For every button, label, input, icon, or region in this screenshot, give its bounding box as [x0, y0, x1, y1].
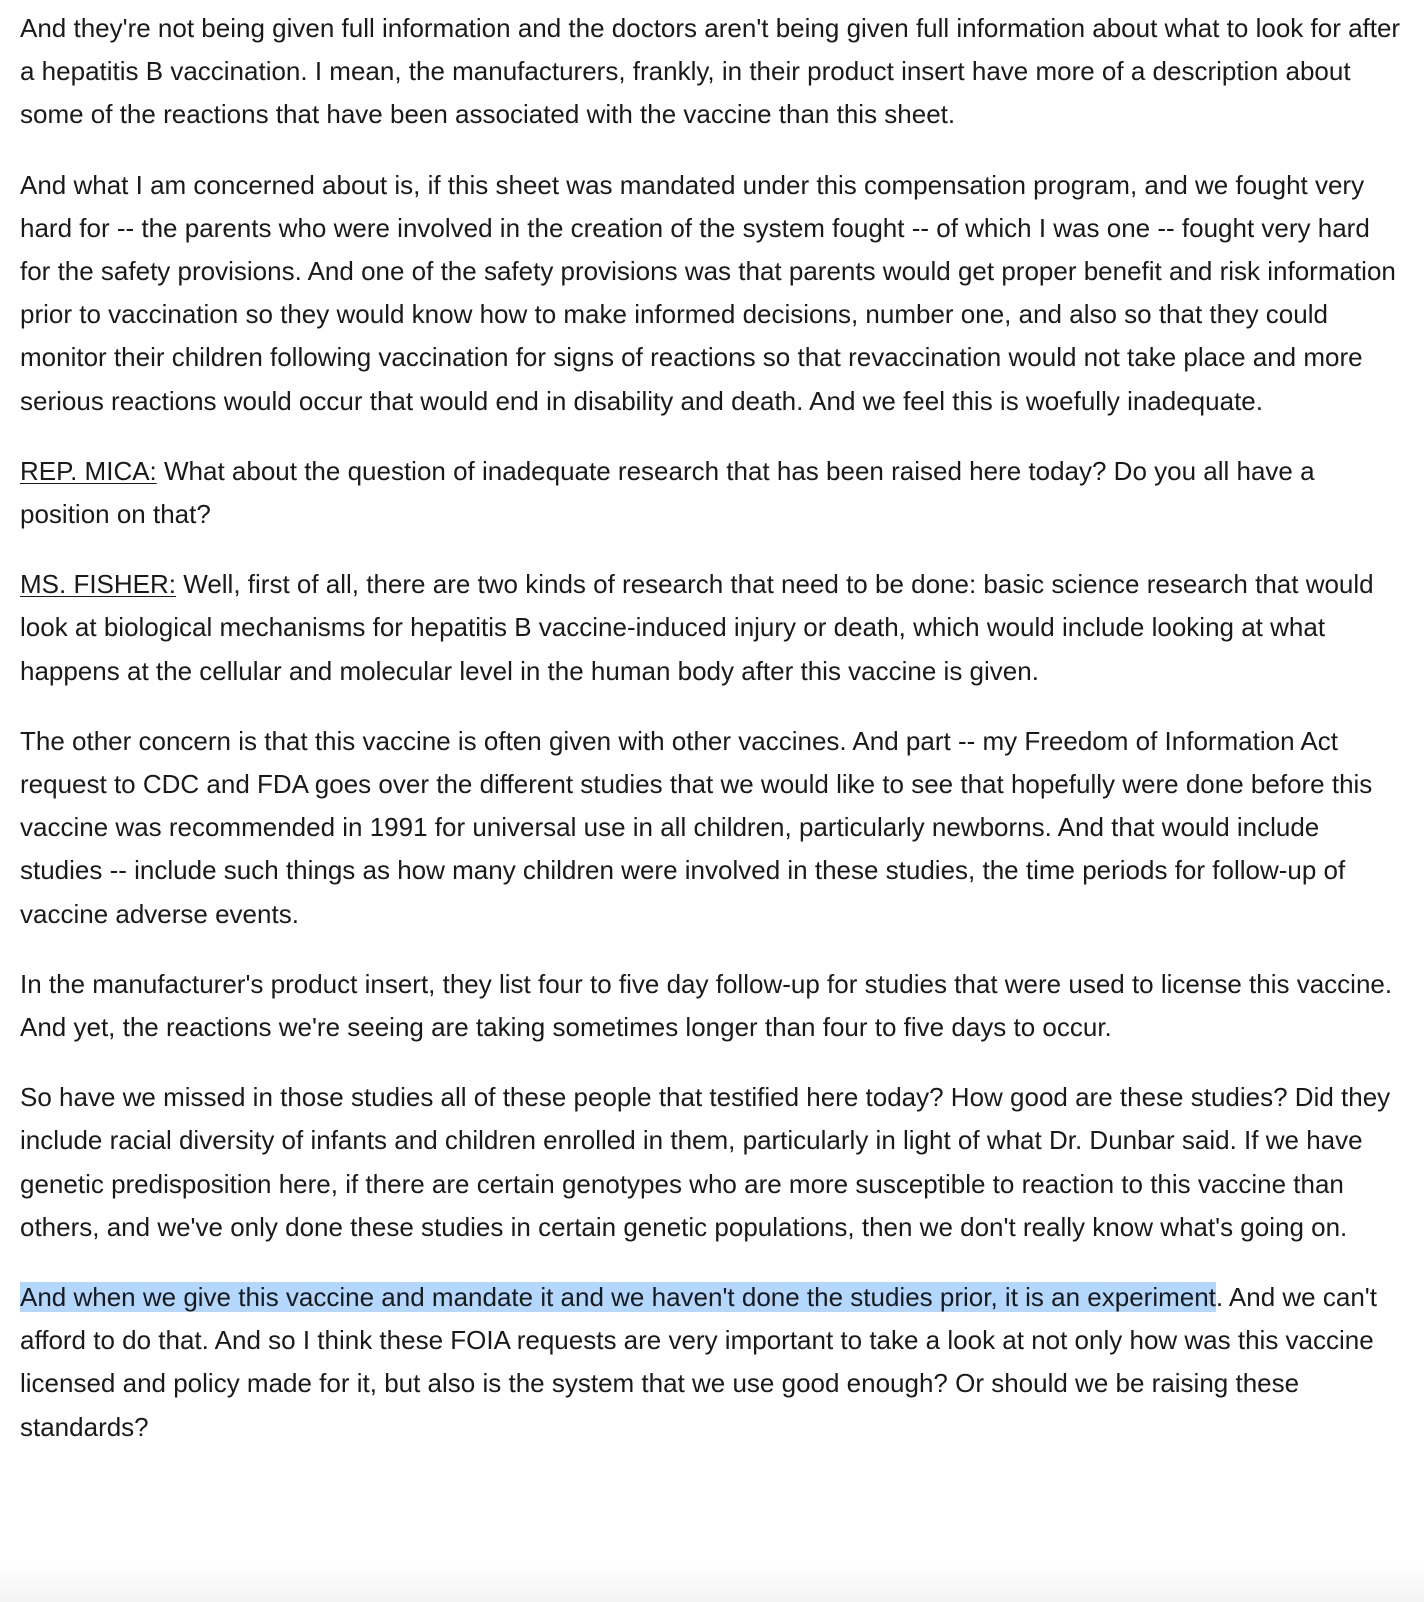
speaker-label-rep-mica: REP. MICA: — [20, 455, 157, 486]
paragraph-text: In the manufacturer's product insert, they list four to five day follow-up for studies that were used to license this vaccine. And yet, the reactions we're seeing are taking sometimes longer than four to five days to occur. — [20, 968, 1393, 1043]
paragraph-text: The other concern is that this vaccine is often given with other vaccines. And part -- my Freedom of Information Act request to CDC and FDA goes over the different studies that we would like to see that hopefully were done before this vaccine was recommended in 1991 for universal use in all children, particularly newborns. And that would include studies -- include such things as how many children were involved in these studies, the time periods for follow-up of vaccine adverse events. — [20, 725, 1373, 929]
paragraph-text: And what I am concerned about is, if this sheet was mandated under this compensation program, and we fought very hard for -- the parents who were involved in the creation of the system fought -- of which I was one -- fought very hard for the safety provisions. And one of the safety provisions was that parents would get proper benefit and risk information prior to vaccination so they would know how to make informed decisions, number one, and also so that they could monitor their children following vaccination for signs of reactions so that revaccination would not take place and more serious reactions would occur that would end in disability and death. And we feel this is woefully inadequate. — [20, 169, 1396, 416]
paragraph-rep-mica — [20, 450, 1404, 536]
paragraph-7 — [20, 1076, 1404, 1249]
transcript-document — [20, 7, 1404, 1476]
speaker-label-ms-fisher: MS. FISHER: — [20, 569, 177, 600]
selected-text-highlight[interactable]: And when we give this vaccine and mandate it and we haven't done the studies prior, it is an experiment — [20, 1282, 1216, 1313]
bottom-fade-overlay — [0, 1562, 1424, 1602]
paragraph-6 — [20, 963, 1404, 1049]
paragraph-1 — [20, 7, 1404, 137]
paragraph-text: . And we can't afford to do that. And so I think these FOIA requests are very important to take a look at not only how was this vaccine licensed and policy made for it, but also is the system that we use good enough? Or should we be raising these standards? — [20, 1282, 1377, 1442]
paragraph-text: What about the question of inadequate research that has been raised here today? Do you all have a position on that? — [20, 455, 1315, 530]
paragraph-text: So have we missed in those studies all of these people that testified here today? How good are these studies? Did they include racial diversity of infants and children enrolled in them, particularly in light of what Dr. Dunbar said. If we have genetic predisposition here, if there are certain genotypes who are more susceptible to reaction to this vaccine than others, and we've only done these studies in certain genetic populations, then we don't really know what's going on. — [20, 1082, 1391, 1242]
paragraph-final — [20, 1276, 1404, 1449]
paragraph-ms-fisher — [20, 563, 1404, 693]
paragraph-text: And they're not being given full information and the doctors aren't being given full information about what to look for after a hepatitis B vaccination. I mean, the manufacturers, frankly, in their product insert have more of a description about some of the reactions that have been associated with the vaccine than this sheet. — [20, 13, 1401, 130]
paragraph-5 — [20, 720, 1404, 936]
paragraph-text: Well, first of all, there are two kinds of research that need to be done: basic science research that would look at biological mechanisms for hepatitis B vaccine-induced injury or death, which would include looking at what happens at the cellular and molecular level in the human body after this vaccine is given. — [20, 569, 1374, 686]
paragraph-2 — [20, 164, 1404, 423]
